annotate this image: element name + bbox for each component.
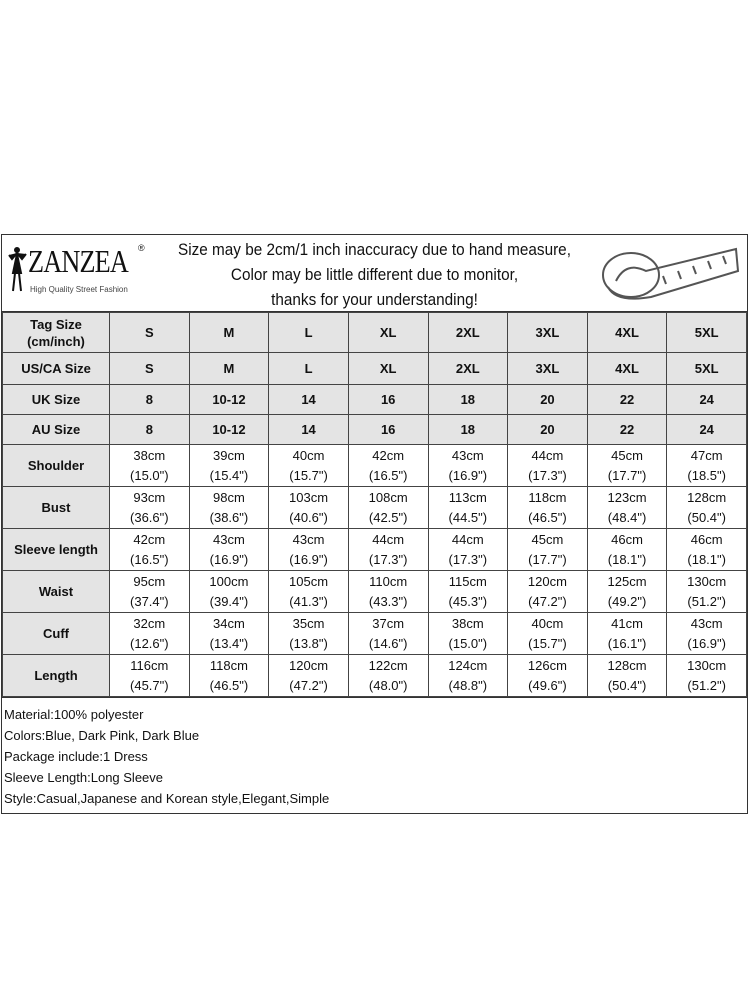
measurement-cell [428, 613, 508, 655]
size-cell: M [189, 313, 269, 353]
cm-value: 100cm [209, 573, 249, 589]
size-cell: 5XL [667, 353, 747, 385]
inch-value: (38.6") [209, 509, 249, 525]
measurement-cell [667, 487, 747, 529]
size-cell: 18 [428, 385, 508, 415]
inch-value: (37.4") [130, 593, 169, 609]
measurement-cell [428, 445, 508, 487]
brand-name: ZANZEA [28, 243, 129, 279]
size-cell: L [269, 353, 349, 385]
size-cell: 4XL [587, 353, 667, 385]
size-cell: 5XL [667, 313, 747, 353]
cm-value: 115cm [448, 573, 487, 589]
measurement-cell [110, 613, 190, 655]
inch-value: (47.2") [528, 593, 567, 609]
measurement-cell [110, 445, 190, 487]
measurement-row [3, 529, 747, 571]
row-label-line: UK Size [31, 392, 81, 407]
row-label: Cuff [3, 613, 110, 655]
registered-mark: ® [138, 243, 145, 253]
size-cell: 8 [110, 415, 190, 445]
inch-value: (48.0") [368, 677, 408, 693]
measurement-cell [587, 571, 667, 613]
measurement-cell [189, 655, 269, 697]
inch-value: (15.0") [130, 467, 169, 483]
cm-value: 43cm [292, 531, 325, 547]
inch-value: (13.8") [289, 635, 328, 651]
cm-value: 113cm [448, 489, 487, 505]
cm-value: 123cm [607, 489, 647, 505]
row-label: Waist [3, 571, 110, 613]
size-row [3, 385, 747, 415]
inch-value: (49.6") [528, 677, 567, 693]
inch-value: (16.5") [130, 551, 169, 567]
size-row [3, 313, 747, 353]
inch-value: (17.3") [528, 467, 567, 483]
cm-value: 42cm [133, 531, 166, 547]
inch-value: (18.1") [687, 551, 726, 567]
measuring-tape-icon [596, 241, 741, 305]
measurement-cell [428, 529, 508, 571]
cm-value: 93cm [133, 489, 166, 505]
size-table [2, 312, 747, 697]
row-label-line: (cm/inch) [27, 333, 85, 349]
measurement-cell [508, 655, 588, 697]
cm-value: 37cm [372, 615, 405, 631]
inch-value: (15.7") [289, 467, 328, 483]
measurement-cell [667, 571, 747, 613]
inch-value: (50.4") [687, 509, 726, 525]
cm-value: 32cm [133, 615, 166, 631]
size-cell: 20 [508, 415, 588, 445]
size-cell: L [269, 313, 349, 353]
measurement-cell [667, 613, 747, 655]
measurement-cell [189, 613, 269, 655]
measurement-cell [428, 655, 508, 697]
row-label-line: US/CA Size [21, 361, 91, 376]
measurement-row [3, 571, 747, 613]
measurement-cell [587, 445, 667, 487]
cm-value: 42cm [372, 447, 405, 463]
cm-value: 118cm [209, 657, 248, 673]
measurement-cell [587, 529, 667, 571]
size-cell: 8 [110, 385, 190, 415]
cm-value: 98cm [213, 489, 245, 505]
inch-value: (49.2") [607, 593, 647, 609]
measurement-cell [508, 445, 588, 487]
inch-value: (18.5") [687, 467, 726, 483]
measurement-cell [508, 571, 588, 613]
inch-value: (17.3") [448, 551, 488, 567]
cm-value: 44cm [451, 531, 484, 547]
measurement-row [3, 613, 747, 655]
notice-line: Color may be little different due to monitor, [230, 265, 519, 284]
measurement-cell [587, 487, 667, 529]
inch-value: (17.3") [368, 551, 408, 567]
measurement-row [3, 487, 747, 529]
inch-value: (40.6") [289, 509, 328, 525]
row-label [3, 385, 110, 415]
brand-tagline: High Quality Street Fashion [30, 285, 128, 294]
measurement-cell [348, 445, 428, 487]
inch-value: (16.9") [687, 635, 726, 651]
note-material: Material:100% polyester [4, 707, 144, 722]
cm-value: 126cm [527, 657, 567, 673]
size-cell: 22 [587, 415, 667, 445]
measurement-cell [348, 529, 428, 571]
measurement-cell [189, 487, 269, 529]
row-label [3, 313, 110, 353]
size-cell: 24 [667, 415, 747, 445]
measurement-row [3, 655, 747, 697]
measurement-cell [428, 487, 508, 529]
measurement-cell [508, 529, 588, 571]
cm-value: 125cm [607, 573, 647, 589]
inch-value: (39.4") [209, 593, 249, 609]
cm-value: 35cm [292, 615, 325, 631]
size-cell: S [110, 353, 190, 385]
cm-value: 120cm [527, 573, 567, 589]
measurement-cell [348, 613, 428, 655]
inch-value: (45.7") [130, 677, 169, 693]
size-chart [1, 234, 748, 814]
size-cell: 20 [508, 385, 588, 415]
measurement-cell [667, 529, 747, 571]
size-cell: 14 [269, 415, 349, 445]
brand-logo [6, 241, 152, 301]
cm-value: 118cm [528, 489, 567, 505]
measurement-cell [269, 529, 349, 571]
size-cell: 16 [348, 385, 428, 415]
inch-value: (12.6") [130, 635, 169, 651]
notice-text [154, 237, 595, 312]
row-label-line: Tag Size [30, 316, 82, 332]
cm-value: 38cm [451, 615, 484, 631]
notice-line: thanks for your understanding! [271, 290, 478, 309]
cm-value: 116cm [130, 657, 169, 673]
inch-value: (48.4") [607, 509, 647, 525]
inch-value: (51.2") [687, 677, 726, 693]
size-row [3, 415, 747, 445]
inch-value: (16.9") [289, 551, 328, 567]
cm-value: 122cm [368, 657, 408, 673]
cm-value: 130cm [687, 657, 727, 673]
cm-value: 39cm [213, 447, 245, 463]
cm-value: 110cm [369, 573, 408, 589]
cm-value: 108cm [368, 489, 408, 505]
measurement-cell [428, 571, 508, 613]
measurement-cell [348, 655, 428, 697]
inch-value: (17.7") [528, 551, 567, 567]
row-label-line: AU Size [31, 422, 81, 437]
cm-value: 43cm [690, 615, 723, 631]
inch-value: (15.7") [528, 635, 567, 651]
size-cell: 16 [348, 415, 428, 445]
cm-value: 103cm [289, 489, 329, 505]
cm-value: 43cm [213, 531, 245, 547]
cm-value: 44cm [531, 447, 564, 463]
chart-header [2, 235, 747, 312]
cm-value: 46cm [611, 531, 643, 547]
size-cell: 4XL [587, 313, 667, 353]
cm-value: 128cm [687, 489, 727, 505]
cm-value: 43cm [451, 447, 484, 463]
note-style: Style:Casual,Japanese and Korean style,Elegant,Simple [4, 791, 330, 806]
size-cell: 24 [667, 385, 747, 415]
row-label: Sleeve length [3, 529, 110, 571]
measurement-row [3, 445, 747, 487]
measurement-cell [189, 571, 269, 613]
note-colors: Colors:Blue, Dark Pink, Dark Blue [4, 728, 200, 743]
measurement-cell [110, 529, 190, 571]
inch-value: (47.2") [289, 677, 328, 693]
inch-value: (41.3") [289, 593, 328, 609]
measurement-cell [269, 655, 349, 697]
inch-value: (15.4") [209, 467, 249, 483]
size-cell: 2XL [428, 313, 508, 353]
size-cell: 3XL [508, 313, 588, 353]
measurement-cell [189, 445, 269, 487]
inch-value: (51.2") [687, 593, 726, 609]
measurement-cell [508, 487, 588, 529]
inch-value: (16.9") [448, 467, 488, 483]
cm-value: 128cm [607, 657, 647, 673]
cm-value: 34cm [213, 615, 245, 631]
size-cell: 14 [269, 385, 349, 415]
measurement-cell [269, 445, 349, 487]
inch-value: (18.1") [607, 551, 647, 567]
measurement-cell [110, 571, 190, 613]
row-label [3, 415, 110, 445]
inch-value: (44.5") [448, 509, 488, 525]
measurement-cell [110, 487, 190, 529]
inch-value: (46.5") [209, 677, 249, 693]
measurement-cell [269, 613, 349, 655]
inch-value: (16.9") [209, 551, 249, 567]
cm-value: 45cm [531, 531, 564, 547]
row-label: Shoulder [3, 445, 110, 487]
size-cell: 10-12 [189, 415, 269, 445]
cm-value: 41cm [611, 615, 643, 631]
row-label [3, 353, 110, 385]
inch-value: (16.1") [607, 635, 647, 651]
inch-value: (42.5") [368, 509, 408, 525]
size-cell: 18 [428, 415, 508, 445]
cm-value: 47cm [690, 447, 723, 463]
size-cell: 3XL [508, 353, 588, 385]
cm-value: 95cm [133, 573, 166, 589]
cm-value: 40cm [292, 447, 325, 463]
inch-value: (17.7") [607, 467, 647, 483]
row-label: Length [3, 655, 110, 697]
cm-value: 105cm [289, 573, 329, 589]
size-cell: 10-12 [189, 385, 269, 415]
inch-value: (43.3") [368, 593, 408, 609]
inch-value: (14.6") [368, 635, 408, 651]
measurement-cell [587, 613, 667, 655]
cm-value: 130cm [687, 573, 727, 589]
size-row [3, 353, 747, 385]
size-cell: M [189, 353, 269, 385]
inch-value: (50.4") [607, 677, 647, 693]
row-label: Bust [3, 487, 110, 529]
measurement-cell [110, 655, 190, 697]
measurement-cell [667, 655, 747, 697]
cm-value: 38cm [133, 447, 166, 463]
measurement-cell [269, 571, 349, 613]
inch-value: (46.5") [528, 509, 567, 525]
note-sleeve-length: Sleeve Length:Long Sleeve [4, 770, 164, 785]
inch-value: (16.5") [368, 467, 408, 483]
measurement-cell [348, 571, 428, 613]
cm-value: 124cm [448, 657, 488, 673]
notice-line: Size may be 2cm/1 inch inaccuracy due to hand measure, [178, 240, 571, 259]
cm-value: 40cm [531, 615, 564, 631]
size-cell: 2XL [428, 353, 508, 385]
inch-value: (48.8") [448, 677, 488, 693]
cm-value: 120cm [289, 657, 329, 673]
note-package: Package include:1 Dress [4, 749, 148, 764]
product-notes [2, 697, 747, 813]
size-cell: S [110, 313, 190, 353]
measurement-cell [189, 529, 269, 571]
size-cell: XL [348, 353, 428, 385]
dress-figure-icon [6, 245, 28, 295]
measurement-cell [269, 487, 349, 529]
cm-value: 44cm [372, 531, 405, 547]
inch-value: (13.4") [209, 635, 249, 651]
size-cell: 22 [587, 385, 667, 415]
cm-value: 45cm [611, 447, 643, 463]
inch-value: (15.0") [448, 635, 488, 651]
measurement-cell [667, 445, 747, 487]
inch-value: (45.3") [448, 593, 488, 609]
size-cell: XL [348, 313, 428, 353]
cm-value: 46cm [690, 531, 723, 547]
inch-value: (36.6") [130, 509, 169, 525]
measurement-cell [587, 655, 667, 697]
measurement-cell [508, 613, 588, 655]
measurement-cell [348, 487, 428, 529]
